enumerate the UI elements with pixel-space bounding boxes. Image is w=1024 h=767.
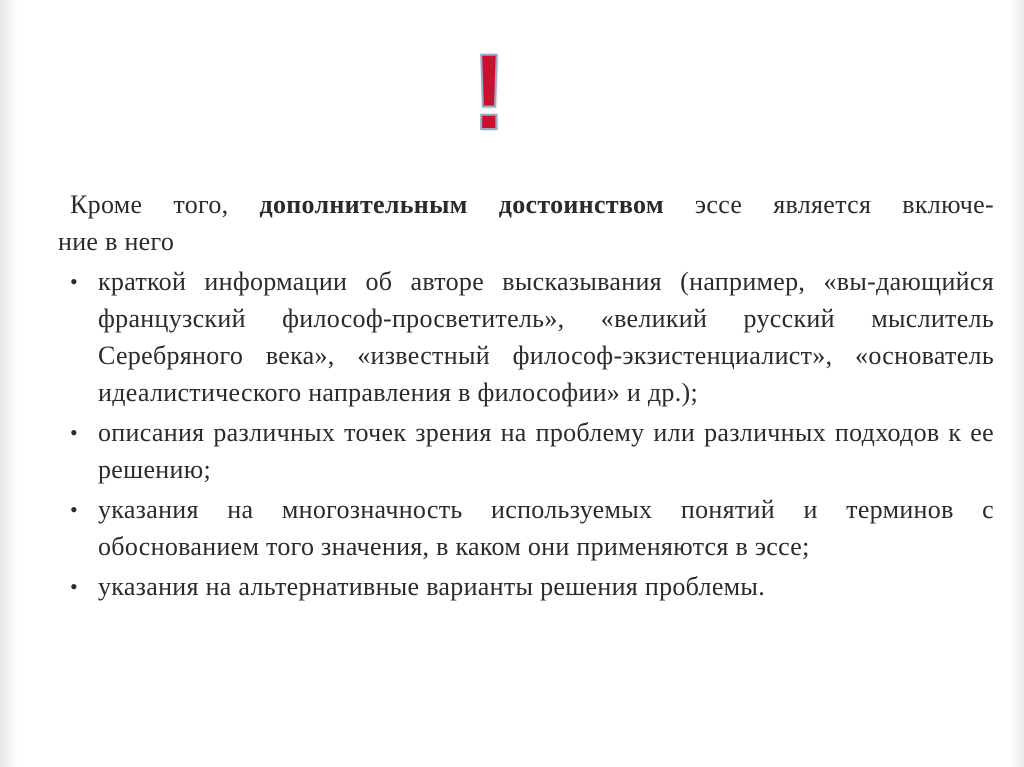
list-item [58, 414, 994, 488]
intro-bold-phrase: дополнительным достоинством [259, 190, 664, 219]
bullet-icon: • [70, 269, 79, 294]
list-item-text: краткой информации об авторе высказывания (например, «вы-дающийся французский философ-просветитель», «великий русский мыслитель Серебряного века», «известный философ-экзистенциалист», «основатель идеалистического направления в философии» и др.); [98, 267, 994, 407]
bullet-list [58, 263, 994, 605]
bullet-icon: • [70, 420, 79, 445]
intro-text-end: эссе является включе- [663, 190, 994, 219]
list-item-text: указания на альтернативные варианты решения проблемы. [98, 572, 765, 601]
list-item-text: указания на многозначность используемых понятий и терминов с обоснованием того значения, в каком они применяются в эссе; [98, 495, 994, 561]
right-edge-shadow [1010, 0, 1024, 767]
intro-paragraph [58, 186, 994, 260]
list-item-text: описания различных точек зрения на проблему или различных подходов к ее решению; [98, 418, 994, 484]
exclamation-mark-icon: ! [471, 31, 507, 152]
intro-line-2: ние в него [58, 227, 175, 256]
left-edge-shadow [0, 0, 18, 767]
bullet-icon: • [70, 574, 79, 599]
list-item [58, 263, 994, 411]
intro-text-start: Кроме того, [70, 190, 260, 219]
list-item [58, 491, 994, 565]
body-text [58, 186, 994, 605]
bullet-icon: • [70, 497, 79, 522]
list-item [58, 568, 994, 605]
intro-line-1 [58, 186, 994, 223]
